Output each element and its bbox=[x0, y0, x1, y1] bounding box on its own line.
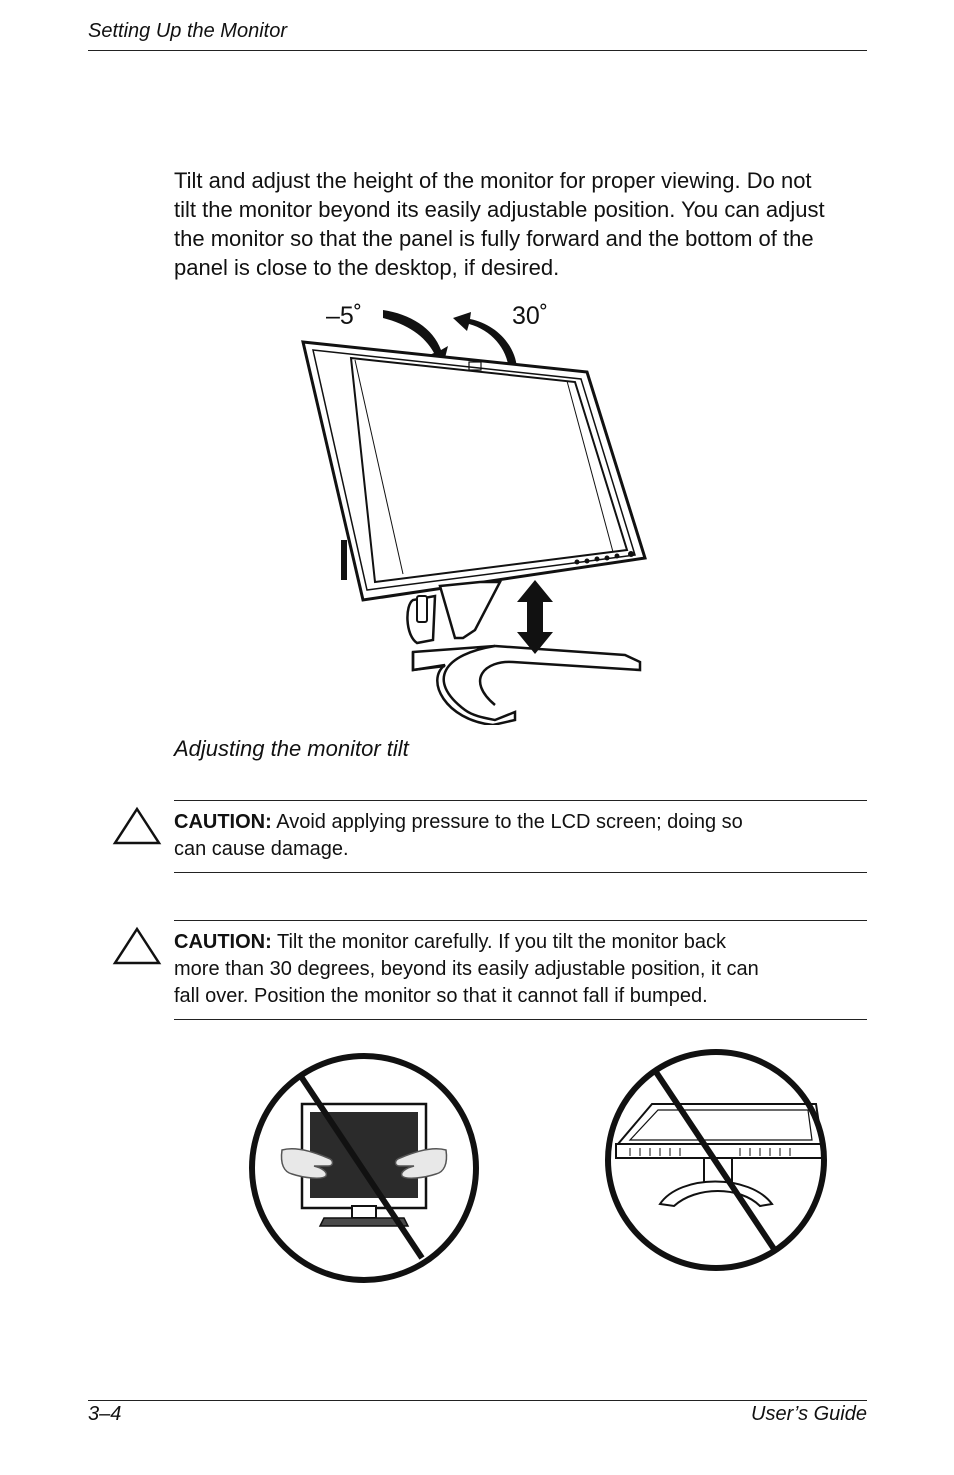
paragraph-line: the monitor so that the panel is fully forward and the bottom of the bbox=[174, 226, 814, 251]
caution-triangle-icon bbox=[112, 806, 162, 846]
caution-rule-top bbox=[174, 800, 867, 801]
caution-note bbox=[174, 929, 854, 1010]
angle-forward-label: –5˚ bbox=[326, 302, 363, 330]
monitor-tilt-illustration bbox=[295, 300, 655, 725]
stand-neck bbox=[440, 582, 500, 638]
caution-text: Tilt the monitor carefully. If you tilt the monitor back bbox=[276, 931, 727, 953]
height-adjust-arrow bbox=[517, 580, 553, 654]
caution-rule-bottom bbox=[174, 872, 867, 873]
caution-triangle-icon bbox=[112, 926, 162, 966]
prohibited-press-screen-illustration bbox=[244, 1048, 484, 1288]
caution-rule-bottom bbox=[174, 1019, 867, 1020]
caution-text: more than 30 degrees, beyond its easily adjustable position, it can bbox=[174, 958, 759, 980]
caution-text: fall over. Position the monitor so that it cannot fall if bumped. bbox=[174, 985, 708, 1007]
guide-title: User’s Guide bbox=[751, 1403, 867, 1425]
caution-rule-top bbox=[174, 920, 867, 921]
paragraph-line: tilt the monitor beyond its easily adjustable position. You can adjust bbox=[174, 197, 825, 222]
caution-text: can cause damage. bbox=[174, 838, 349, 860]
intro-paragraph bbox=[174, 166, 874, 282]
caution-note bbox=[174, 809, 854, 863]
caution-label: CAUTION: bbox=[174, 931, 272, 953]
prohibited-overtilt-illustration bbox=[600, 1044, 832, 1276]
figure-caption: Adjusting the monitor tilt bbox=[174, 736, 409, 761]
paragraph-line: panel is close to the desktop, if desired. bbox=[174, 255, 560, 280]
caution-label: CAUTION: bbox=[174, 811, 272, 833]
footer-rule bbox=[88, 1400, 867, 1401]
caution-text: Avoid applying pressure to the LCD screen; doing so bbox=[276, 811, 743, 833]
page-number: 3–4 bbox=[88, 1403, 122, 1425]
header-rule bbox=[88, 50, 867, 51]
angle-back-label: 30˚ bbox=[512, 302, 549, 330]
paragraph-line: Tilt and adjust the height of the monitor for proper viewing. Do not bbox=[174, 168, 812, 193]
running-header: Setting Up the Monitor bbox=[88, 20, 287, 42]
